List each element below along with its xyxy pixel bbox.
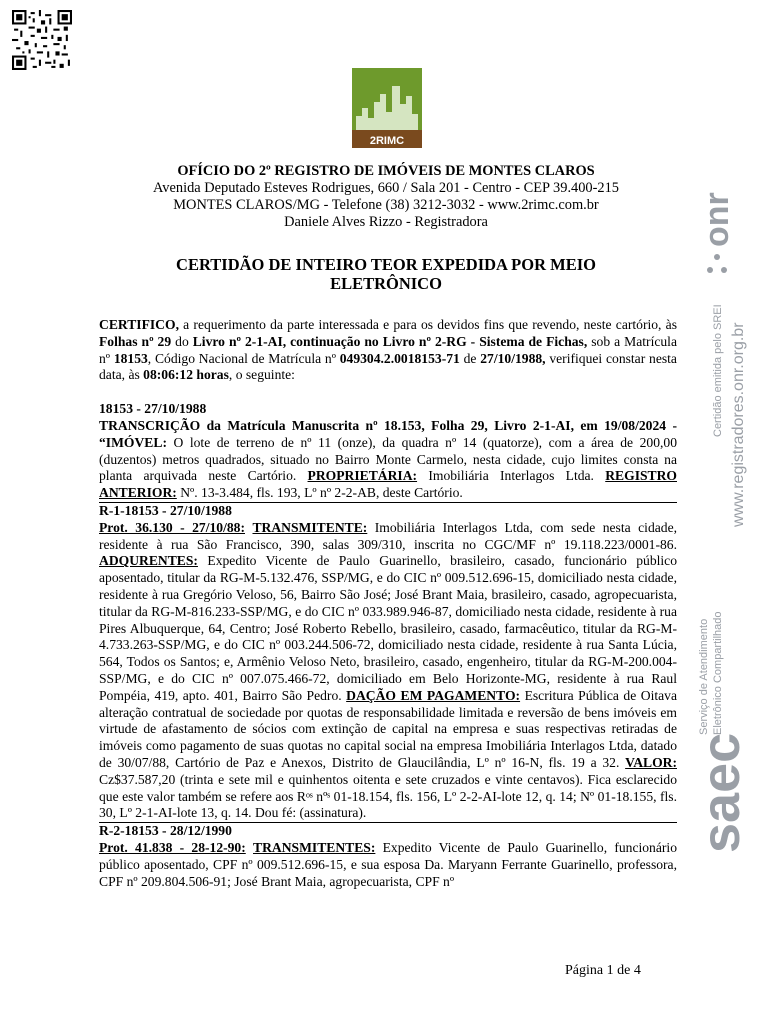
office-name: OFÍCIO DO 2º REGISTRO DE IMÓVEIS DE MONTES CLAROS xyxy=(177,163,595,179)
matricula-number: 18153 xyxy=(113,350,148,366)
registry-logo xyxy=(352,68,422,148)
saec-wordmark: saec xyxy=(691,732,751,853)
entry-r2-text xyxy=(99,840,677,890)
transcricao-label: TRANSCRIÇÃO da Matrícula Manuscrita nº 18.153, Folha 29, Livro 2-1-AI, em 19/08/2024 - “IMÓVEL: xyxy=(99,417,677,450)
text-span: sob a Matrícula nº xyxy=(99,333,677,366)
onr-wordmark: onr xyxy=(698,192,736,247)
entry-heading: 18153 - 27/10/1988 xyxy=(99,401,207,417)
text-span: , o seguinte: xyxy=(228,367,295,383)
text-span: Cz$37.587,20 (trinta e sete mil e quinhentos oitenta e sete cruzados e vinte centavos). Fica esclarecido que este valor também se refere aos Rᵒˢ nºˢ 01-18.154, fls. 156, Lº 2-2-AI-lote 12, q. 14; Nº 01-18.155, fls. 30, Lº 2-1-AI-lote 13, q. 14. Dou fé: (assinatura). xyxy=(99,771,677,821)
saec-service-line-2: Eletrônico Compartilhado xyxy=(712,611,724,735)
transmitentes-label: TRANSMITENTES: xyxy=(253,839,376,855)
onr-dots-icon xyxy=(706,253,728,275)
onr-side-banner xyxy=(688,175,756,865)
proprietaria-label: PROPRIETÁRIA: xyxy=(307,468,418,484)
page-number: Página 1 de 4 xyxy=(565,963,641,978)
folhas-ref: Folhas nº 29 xyxy=(99,333,172,349)
entry-matricula-text xyxy=(99,418,677,502)
document-body xyxy=(99,317,677,890)
text-span: Expedito Vicente de Paulo Guarinello, funcionário público aposentado, CPF nº 009.512.696-15, e sua esposa Da. Maryann Ferrante Guarinello, professora, CPF nº 209.804.506-91; José Brant Maia, agropecuarista, CPF nº xyxy=(99,839,677,889)
saec-service-line-1: Serviço de Atendimento xyxy=(698,618,710,735)
dacao-label: DAÇÃO EM PAGAMENTO: xyxy=(346,687,521,703)
entry-heading: R-2-18153 - 28/12/1990 xyxy=(99,823,232,839)
title-line-2: ELETRÔNICO xyxy=(330,274,442,293)
valor-label: VALOR: xyxy=(625,754,677,770)
certifico-date: 27/10/1988, xyxy=(480,350,546,366)
text-span: Imobiliária Interlagos Ltda. xyxy=(417,468,606,484)
certifico-time: 08:06:12 horas xyxy=(143,367,229,383)
livro-ref: Livro nº 2-1-AI, continuação no Livro nº 2-RG - Sistema de Fichas, xyxy=(192,333,588,349)
text-span: verifiquei constar nesta data, às xyxy=(99,350,677,383)
certifico-lead: CERTIFICO, xyxy=(99,317,179,332)
text-span: Nº. 13-3.484, fls. 193, Lº nº 2-2-AB, deste Cartório. xyxy=(176,485,463,501)
document-title xyxy=(96,255,676,293)
text-span: a requerimento da parte interessada e para os devidos fins que revendo, neste cartório, às xyxy=(178,317,677,332)
logo-caption: 2RIMC xyxy=(369,135,405,147)
text-span: Imobiliária Interlagos Ltda, com sede nesta cidade, residente à rua São Francisco, 390, salas 309/310, inscrita no CGC/MF nº 19.118.223/0001-86. xyxy=(99,519,678,552)
entry-r1-text xyxy=(99,520,677,822)
office-address: Avenida Deputado Esteves Rodrigues, 660 / Sala 201 - Centro - CEP 39.400-215 xyxy=(152,180,620,196)
text-span: de xyxy=(459,350,481,366)
text-span: , Código Nacional de Matrícula nº xyxy=(147,350,340,366)
qr-code xyxy=(12,10,72,70)
cnm-number: 049304.2.0018153-71 xyxy=(339,350,460,366)
entry-heading: R-1-18153 - 27/10/1988 xyxy=(99,502,232,518)
text-span: do xyxy=(171,333,193,349)
transmitente-label: TRANSMITENTE: xyxy=(252,519,368,535)
registro-anterior-label: REGISTRO ANTERIOR: xyxy=(99,468,677,501)
registrar-name: Daniele Alves Rizzo - Registradora xyxy=(284,214,488,230)
text-span: Expedito Vicente de Paulo Guarinello, brasileiro, casado, funcionário público aposentado, titular da RG-M-5.132.476, SSP/MG, e do CIC nº 009.512.696-15, domiciliado nesta cidade, residente à rua Gregório Veloso, 56, Bairro São José; José Brant Maia, brasileiro, casado, agropecuarista, titular da RG-M-816.233-SSP/MG, e do CIC nº 033.989.946-87, domiciliado nesta cidade, residente à rua Pires Albuquerque, 64, Centro; José Roberto Rebello, brasileiro, casado, farmacêutico, titular da RG-M-4.733.263-SSP/MG, e do CIC nº 003.244.506-72, domiciliado nesta cidade, residente à rua Santa Lúcia, 564, Todos os Santos; e, Armênio Veloso Neto, brasileiro, casado, engenheiro, titular da RG-M-200.004-SSP/MG, e do CIC nº 007.075.466-72, domiciliado em Belo Horizonte-MG, residente à rua Raul Pompéia, 419, apto. 401, Bairro São Pedro. xyxy=(99,553,677,703)
office-header xyxy=(96,163,676,231)
certifico-paragraph xyxy=(99,317,677,384)
certificate-emitted-text: Certidão emitida pelo SREI xyxy=(712,304,724,437)
text-span: O lote de terreno de nº 11 (onze), da quadra nº 14 (quatorze), com a área de 200,00 (duzentos) metros quadrados, situado no Bairro Monte Carmelo, nesta cidade, cujo limites consta na planta arquivada neste Cartório. xyxy=(99,434,677,484)
title-line-1: CERTIDÃO DE INTEIRO TEOR EXPEDIDA POR MEIO xyxy=(176,255,596,274)
protocol-label: Prot. 36.130 - 27/10/88: xyxy=(99,519,245,535)
office-contact: MONTES CLAROS/MG - Telefone (38) 3212-3032 - www.2rimc.com.br xyxy=(173,197,599,213)
registradores-url: www.registradores.onr.org.br xyxy=(730,322,747,527)
adquirentes-label: ADQURENTES: xyxy=(99,553,198,569)
text-span: Escritura Pública de Oitava alteração contratual de sociedade por quotas de responsabilidade limitada e reversão de bens imóveis em virtude de afastamento de sócios com extinção de capital na empresa e suas respectivas retiradas de imóveis como pagamento de suas quotas no capital social na empresa Imobiliária Interlagos Ltda, datado de 30/07/88, Cartório de Paz e Anexos, Distrito de Glaucilândia, Lº nº 16-N, fls. 19 a 32. xyxy=(99,687,678,770)
protocol-label: Prot. 41.838 - 28-12-90: xyxy=(99,839,246,855)
